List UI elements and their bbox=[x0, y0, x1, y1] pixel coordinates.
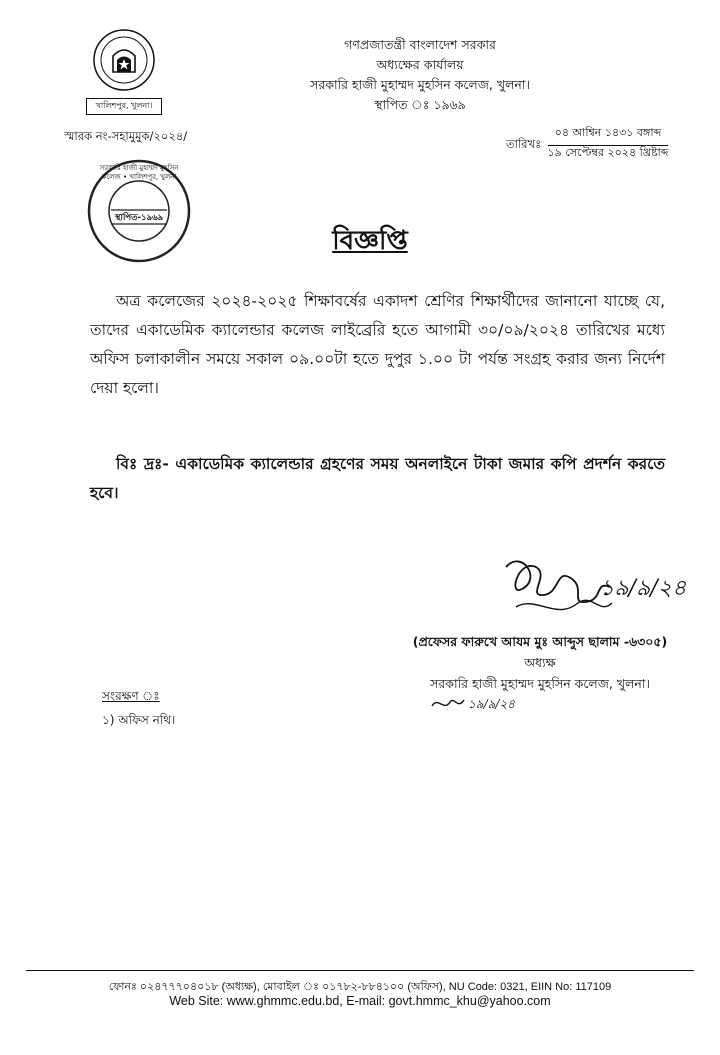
notice-note: বিঃ দ্রঃ- একাডেমিক ক্যালেন্ডার গ্রহণের সময় অনলাইনে টাকা জমার কপি প্রদর্শন করতে হবে। bbox=[90, 455, 665, 502]
initial-signature bbox=[428, 692, 548, 718]
footer-divider bbox=[26, 970, 694, 971]
footer-web: Web Site: www.ghmmc.edu.bd, E-mail: govt.hmmc_khu@yahoo.com bbox=[169, 994, 551, 1008]
memo-number: স্মারক নং-সহামুমুক/২০২৪/ bbox=[64, 129, 188, 143]
date-bangla: ০৪ আশ্বিন ১৪৩১ বঙ্গাব্দ bbox=[548, 124, 668, 146]
signature-college: সরকারি হাজী মুহাম্মদ মুহসিন কলেজ, খুলনা। bbox=[430, 676, 650, 691]
header-office: অধ্যক্ষের কার্যালয় bbox=[376, 57, 464, 72]
signature-name: (প্রফেসর ফারুখে আযম মুঃ আব্দুস ছালাম -৬৩০৫) bbox=[412, 634, 668, 649]
archive-label: সংরক্ষণ ঃ bbox=[102, 689, 160, 703]
principal-signature bbox=[488, 545, 688, 627]
logo-caption: খালিশপুর, খুলনা। bbox=[86, 98, 162, 115]
header-govt: গণপ্রজাতন্ত্রী বাংলাদেশ সরকার bbox=[344, 37, 496, 52]
footer-contact: ফোনঃ ০২৪৭৭৭০৪০১৮ (অধ্যক্ষ), মোবাইল ঃ ০১৭৮২-৮৮৪১০০ (অফিস), NU Code: 0321, EIIN No: 117109 bbox=[108, 981, 612, 993]
signature-date: ১৯/৯/২৪ bbox=[600, 576, 687, 601]
header-established: স্থাপিত ঃ ১৯৬৯ bbox=[374, 97, 466, 112]
date-label: তারিখঃ bbox=[506, 137, 542, 151]
header-college: সরকারি হাজী মুহাম্মদ মুহসিন কলেজ, খুলনা। bbox=[310, 77, 530, 92]
signature-designation: অধ্যক্ষ bbox=[524, 655, 556, 670]
seal-center-text: স্থাপিত-১৯৬৯ bbox=[114, 213, 164, 223]
logo-emblem-icon bbox=[86, 28, 162, 92]
initial-date: ১৯/৯/২৪ bbox=[468, 697, 516, 711]
office-seal bbox=[86, 158, 192, 264]
initial-scribble-icon bbox=[428, 692, 468, 716]
date-english: ১৯ সেপ্টেম্বর ২০২৪ খ্রিষ্টাব্দ bbox=[547, 146, 669, 159]
archive-item: ১) অফিস নথি। bbox=[102, 713, 176, 727]
seal-ring-text: সরকারি হাজী মুহাম্মদ মুহসিন কলেজ • খালিশপুর, খুলনা bbox=[99, 164, 179, 181]
notice-title: বিজ্ঞপ্তি bbox=[332, 226, 408, 256]
college-logo bbox=[86, 28, 162, 110]
notice-body: অত্র কলেজের ২০২৪-২০২৫ শিক্ষাবর্ষের একাদশ শ্রেণির শিক্ষার্থীদের জানানো যাচ্ছে যে, তাদের একাডেমিক ক্যালেন্ডার কলেজ লাইব্রেরি হতে আগামী ৩০/০৯/২০২৪ তারিখের মধ্যে অফিস চলাকালীন সময়ে সকাল ০৯.০০টা হতে দুপুর ১.০০ টা পর্যন্ত সংগ্রহ করার জন্য নির্দেশ দেয়া হলো। bbox=[90, 292, 665, 397]
